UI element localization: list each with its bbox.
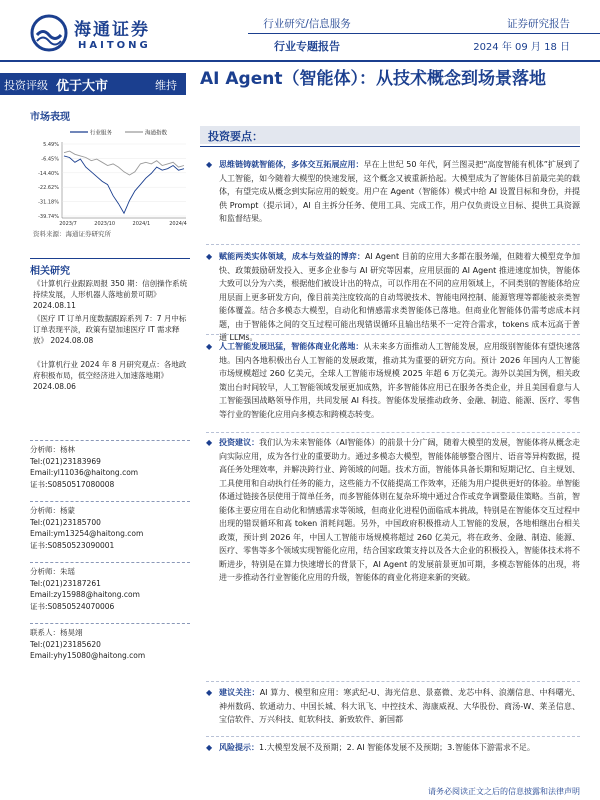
- key-point-3-body: 从未来多方面推动人工智能发展，应用级别智能体有望快速落地。国内各地积极出台人工智能的发展政策，推动其为重要的研究方向。预计 2026 年国内人工智能市场规模超过 260 亿美元，全球人工智能市场规模 2025 年超 6 万亿美元。海外以美国为例，相关政策出台时间较早，人工智能领域发展更加成熟，许多智能体应用已在服务各类企业，并且美国看意与人工智能强国战略领导作用，共同发展 AI 科技。智能体发展推动政务、金融、制造、能源、医疗、零售等行业的智能化应用向多模态和跨模态转变。: [219, 342, 581, 419]
- report-category: 行业研究/信息服务: [263, 18, 351, 30]
- key-point-5-body: AI 算力、模型和应用：寒武纪-U、海光信息、景嘉微、龙芯中科、浪潮信息、中科曙光、神州数码、软通动力、中国长城、科大讯飞、中控技术、海康威视、大华股份、商汤-W、莱圣信息、宝信软件、万兴科技、虹软科技、新致软件、新国都: [219, 688, 580, 724]
- haitong-logo-icon: [30, 14, 68, 52]
- y-tick-label: -31.18%: [38, 199, 59, 206]
- bullet-icon: ◆: [206, 252, 213, 261]
- analyst-email[interactable]: Email:ym13254@haitong.com: [30, 529, 144, 538]
- bullet-icon: ◆: [206, 160, 213, 169]
- market-performance-chart: [30, 122, 190, 232]
- key-points-rule: [200, 146, 580, 147]
- analyst-tel: Tel:(021)23185620: [30, 639, 101, 649]
- chart-source: 资料来源：海通证券研究所: [33, 230, 111, 238]
- y-tick-label: -39.74%: [38, 214, 59, 220]
- related-report-3-date: 2024.08.06: [33, 382, 76, 391]
- related-divider: [30, 258, 190, 259]
- disclaimer-footer: 请务必阅读正文之后的信息披露和法律声明: [428, 787, 580, 796]
- analyst-email[interactable]: Email:yl11036@haitong.com: [30, 468, 139, 477]
- key-point-3-lead: 人工智能发展迅猛，智能体商业化落地：: [219, 342, 364, 351]
- y-tick-label: -22.62%: [38, 185, 59, 192]
- report-label: 证券研究报告: [507, 18, 570, 30]
- key-point-separator: [206, 244, 580, 245]
- key-point-separator: [206, 334, 580, 335]
- key-point-6: [206, 741, 580, 755]
- rating-value: 优于大市: [56, 79, 109, 94]
- analyst-card-1: [30, 444, 190, 490]
- analyst-cert: 证书:S0850524070006: [30, 601, 115, 611]
- key-point-4-body: 我们认为未来智能体（AI智能体）的前景十分广阔，随着大模型的发展，智能体将从概念走向实际应用，成为各行业的重要助力。通过多模态大模型，智能体能够整合图片、语音等异构数据，提高任务处理效率，并解决跨行业、跨领域的问题。技术方面，智能体具备长期和短期记忆、自主规划、工具使用和自动执行任务的能力，这些能力不仅能提高工作效率，还能为用户提供更好的体验。单智能体通过链接各层使用于简单任务，而多智能体则在复杂环境中通过合作或竞争调整最佳策略。当前，智能体主要应用在自动化和情感需求等领域，但商业化进程仍面临成本挑战，特别是在智能体交互过程中出现的错误循环和高 token 消耗问题。另外，中国政府积极推动人工智能的发展，各地相继出台相关政策，预计到 2026 年，中国人工智能市场规模将超过 260 亿美元，将在政务、金融、制造、能源、医疗、零售等多个领域实现智能化应用，结合国家政策支持以及各大企业的积极投入，智能体技术将不断进步，特别是在算力快速增长的背景下，AI Agent 的发展前景更加可期，多模态智能体的出现，将进一步推动各行业智能化应用的升级，智能体的商业化将迎来新的突破。: [219, 438, 581, 582]
- key-point-5: [206, 686, 580, 727]
- analyst-name: 分析师：杨林: [30, 445, 75, 454]
- bullet-icon: ◆: [206, 438, 213, 447]
- report-title: AI Agent（智能体）：从技术概念到场景落地: [200, 69, 546, 89]
- analyst-divider: [30, 440, 190, 441]
- key-point-2-body: AI Agent 目前的应用大多都在服务端，但随着大模型竞争加快、政策鼓励研发投入、更多企业参与 AI 研究等因素，应用层面的 AI Agent 推进速度加快，智能体大致可以分为六类，根据他们被设计出的特点，可以作用在不同的应用领域上，不同类别的智能体给应用层面上更多研发方向，像目前美注度较高的自动驾驶技术、智能电网控制、能源管理等都能被亲类智能体覆盖。结合多模态大模型，自动化和情感需求类智能体已落地。但商业化智能体仍需考虑成本问题，由于智能体之间的交互过程可能出现错误循环且输出结果不一定符合需求，tokens 成本远高于普通 LLMs。: [219, 252, 580, 342]
- key-point-1-body: 早在上世纪 50 年代，阿兰图灵把“高度智能有机体”扩展到了人工智能，如今随着大模型的快速发展，这个概念又被重新拾起。大模型成为了智能体目前最完美的载体，有望完成从概念到实际应用的蜕变。用户在 Agent（智能体）模式中给 AI 设置目标和身份，并提供 Prompt（提示词），AI 自主拆分任务、使用工具、完成工作，用户仅负责设立目标、提供工具资源和监督结果。: [219, 160, 580, 223]
- related-report-2[interactable]: [33, 313, 191, 346]
- header-divider: [248, 33, 600, 34]
- logo-chinese-name: 海通证券: [74, 20, 150, 40]
- bullet-icon: ◆: [206, 688, 213, 697]
- y-tick-label: 5.49%: [43, 142, 59, 148]
- header-rule: [0, 60, 600, 62]
- rating-bar: [0, 73, 186, 95]
- y-tick-label: -14.40%: [38, 170, 59, 177]
- analyst-tel: Tel:(021)23183969: [30, 456, 101, 466]
- key-point-4-lead: 投资建议：: [219, 438, 260, 447]
- related-report-1[interactable]: [33, 278, 191, 311]
- report-type: 行业专题报告: [274, 40, 340, 53]
- rating-label: 投资评级: [4, 79, 48, 92]
- analyst-name: 联系人：杨昊翊: [30, 628, 83, 637]
- key-point-1-lead: 思维链铸就智能体，多体交互拓展应用：: [219, 160, 364, 169]
- key-points-header: [200, 126, 580, 144]
- y-tick-label: -6.45%: [41, 156, 59, 163]
- key-point-2: [206, 250, 580, 345]
- analyst-card-3: [30, 566, 190, 612]
- x-tick-label: 2024/1: [132, 221, 151, 227]
- legend-label-index: 海通指数: [145, 130, 168, 137]
- analyst-divider: [30, 501, 190, 502]
- key-point-2-lead: 赋能两类实体领域，成本与效益的博弈：: [219, 252, 365, 261]
- analyst-email[interactable]: Email:yhy15080@haitong.com: [30, 651, 146, 660]
- analyst-tel: Tel:(021)23185700: [30, 517, 101, 527]
- related-report-2-title: 《医疗 IT 订单月度数据跟踪系列 7：7 月中标订单表现平淡，政策有望加速医疗 IT 需求释放》: [33, 314, 187, 345]
- key-point-separator: [206, 736, 580, 737]
- key-point-3: [206, 340, 580, 421]
- legend-label-industry: 行业服务: [90, 130, 113, 137]
- analyst-cert: 证书:S0850517080008: [30, 479, 115, 489]
- key-point-4: [206, 436, 580, 585]
- related-report-3[interactable]: [33, 359, 191, 392]
- related-report-1-title: 《计算机行业跟踪周报 350 期：信创操作系统持续发展，人形机器人落地前景可期》: [33, 279, 188, 299]
- analyst-tel: Tel:(021)23187261: [30, 578, 101, 588]
- key-point-separator: [206, 681, 580, 682]
- bullet-icon: ◆: [206, 342, 213, 351]
- related-report-1-date: 2024.08.11: [33, 301, 76, 310]
- key-point-5-lead: 建议关注：: [219, 688, 260, 697]
- key-point-6-lead: 风险提示：: [219, 743, 259, 752]
- market-performance-heading: 市场表现: [30, 112, 70, 123]
- related-research-heading: 相关研究: [30, 266, 70, 277]
- bullet-icon: ◆: [206, 743, 213, 752]
- key-point-separator: [206, 432, 580, 433]
- related-report-2-date: 2024.08.08: [50, 336, 94, 345]
- report-date: 2024 年 09 月 18 日: [473, 42, 570, 53]
- rating-action: 维持: [155, 79, 177, 92]
- analyst-name: 分析师：朱瑶: [30, 567, 75, 576]
- haitong-logo: [30, 12, 180, 62]
- key-points-heading: 投资要点：: [208, 130, 263, 143]
- analyst-card-2: [30, 505, 190, 551]
- x-tick-label: 2023/7: [59, 221, 77, 227]
- market-chart-svg: [30, 122, 190, 232]
- analyst-cert: 证书:S0850523090001: [30, 540, 115, 550]
- related-report-3-title: 《计算机行业 2024 年 8 月研究观点：各地政府积极布局，低空经济进入加速落地期》: [33, 360, 187, 380]
- analyst-divider: [30, 623, 190, 624]
- x-tick-label: 2024/4: [169, 221, 187, 227]
- series-line-index: [64, 151, 184, 175]
- analyst-email[interactable]: Email:zy15988@haitong.com: [30, 590, 140, 599]
- key-point-1: [206, 158, 580, 226]
- analyst-divider: [30, 562, 190, 563]
- x-tick-label: 2023/10: [94, 221, 116, 227]
- logo-english-name: HAITONG: [78, 40, 151, 51]
- analyst-name: 分析师：杨蒙: [30, 506, 75, 515]
- analyst-card-4: [30, 627, 190, 662]
- key-point-6-body: 1.大模型发展不及预期；2. AI 智能体发展不及预期；3.智能体下游需求不足。: [259, 743, 535, 752]
